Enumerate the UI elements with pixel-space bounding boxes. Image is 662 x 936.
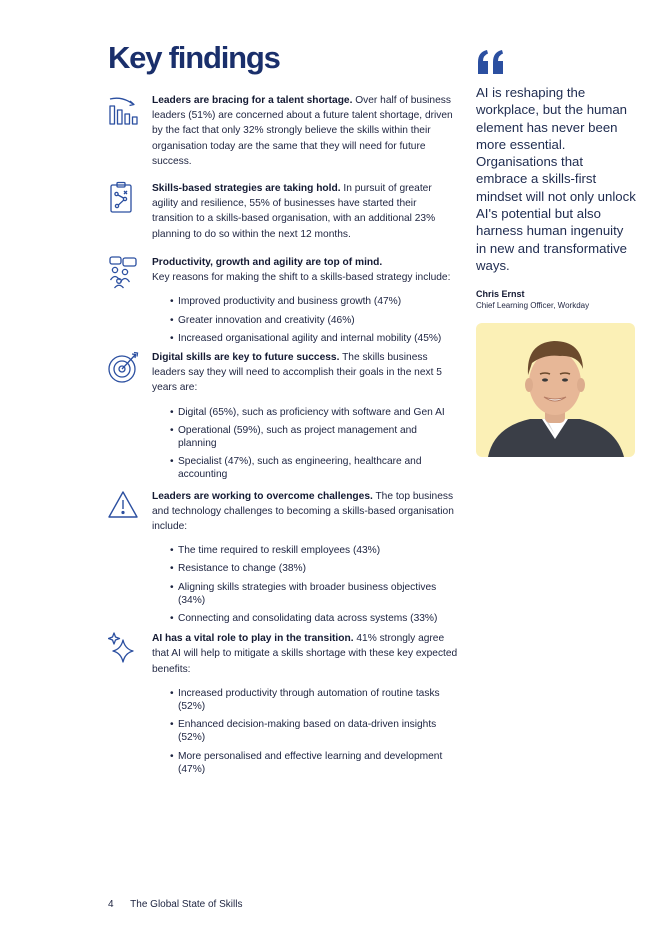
page-footer bbox=[108, 899, 256, 910]
list-item: • More personalised and effective learning and development (47%) bbox=[170, 750, 458, 776]
quote-text: AI is reshaping the workplace, but the human element has never been more essential. Organisations that embrace a skills-first mindset will not only unlock AI's potential but also harness human ingenuity in new and transformative ways. bbox=[476, 85, 636, 273]
finding-skills-strategies bbox=[108, 181, 458, 248]
ai-sparkle-icon bbox=[108, 631, 140, 665]
author-photo bbox=[476, 323, 635, 457]
list-item: • Increased organisational agility and internal mobility (45%) bbox=[170, 332, 458, 345]
list-item: • The time required to reskill employees (43%) bbox=[170, 544, 458, 557]
quote-mark-icon bbox=[476, 48, 636, 76]
finding-text: Digital skills are key to future success. The skills business leaders say they will need to accomplish their goals in the next 5 years are: bbox=[152, 352, 442, 394]
list-item: • Connecting and consolidating data across systems (33%) bbox=[170, 612, 458, 625]
list-item: • Digital (65%), such as proficiency with software and Gen AI bbox=[170, 406, 458, 419]
finding-text: Productivity, growth and agility are top of mind. Key reasons for making the shift to a skills-based strategy include: bbox=[152, 257, 451, 284]
list-item: • Aligning skills strategies with broader business objectives (34%) bbox=[170, 581, 458, 607]
list-item: • Operational (59%), such as project management and planning bbox=[170, 424, 458, 450]
bullet-list bbox=[152, 295, 458, 345]
finding-text: Leaders are working to overcome challenges. The top business and technology challenges to becoming a skills-based organisation include: bbox=[152, 490, 454, 533]
bullet-list bbox=[152, 406, 458, 482]
bullet-list bbox=[152, 687, 458, 776]
declining-bar-chart-icon bbox=[108, 93, 140, 127]
pull-quote bbox=[476, 48, 636, 310]
finding-text: Skills-based strategies are taking hold. In pursuit of greater agility and resilience, 55% of businesses have started their transition to a skills-based organisation, with an additional 23% planning to do so within the next 12 months. bbox=[152, 183, 436, 240]
target-icon bbox=[108, 350, 140, 384]
finding-text: Leaders are bracing for a talent shortage. Over half of business leaders (51%) are concerned about a future talent shortage, driven by the fact that only 32% strongly believe the skills within their organisation today are the same that they will need for future success. bbox=[152, 95, 453, 167]
page-number: 4 bbox=[108, 899, 114, 910]
warning-triangle-icon bbox=[108, 489, 140, 523]
finding-text: AI has a vital role to play in the transition. 41% strongly agree that AI will help to mitigate a skills shortage with these key expected benefits: bbox=[152, 633, 458, 675]
page-title: Key findings bbox=[108, 40, 280, 75]
findings-list bbox=[108, 93, 458, 781]
finding-digital-skills bbox=[108, 350, 458, 482]
finding-challenges bbox=[108, 489, 458, 626]
strategy-clipboard-icon bbox=[108, 181, 140, 215]
quote-author-role: Chief Learning Officer, Workday bbox=[476, 301, 590, 311]
bullet-list bbox=[152, 544, 458, 625]
list-item: • Improved productivity and business growth (47%) bbox=[170, 295, 458, 308]
list-item: • Specialist (47%), such as engineering, healthcare and accounting bbox=[170, 455, 458, 481]
list-item: • Resistance to change (38%) bbox=[170, 562, 458, 575]
finding-talent-shortage bbox=[108, 93, 458, 173]
quote-author-name: Chris Ernst bbox=[476, 289, 525, 300]
finding-productivity bbox=[108, 255, 458, 345]
list-item: • Increased productivity through automation of routine tasks (52%) bbox=[170, 687, 458, 713]
finding-ai-role bbox=[108, 631, 458, 776]
list-item: • Enhanced decision-making based on data-driven insights (52%) bbox=[170, 718, 458, 744]
report-title: The Global State of Skills bbox=[130, 899, 243, 910]
list-item: • Greater innovation and creativity (46%) bbox=[170, 314, 458, 327]
people-meeting-icon bbox=[108, 255, 140, 289]
